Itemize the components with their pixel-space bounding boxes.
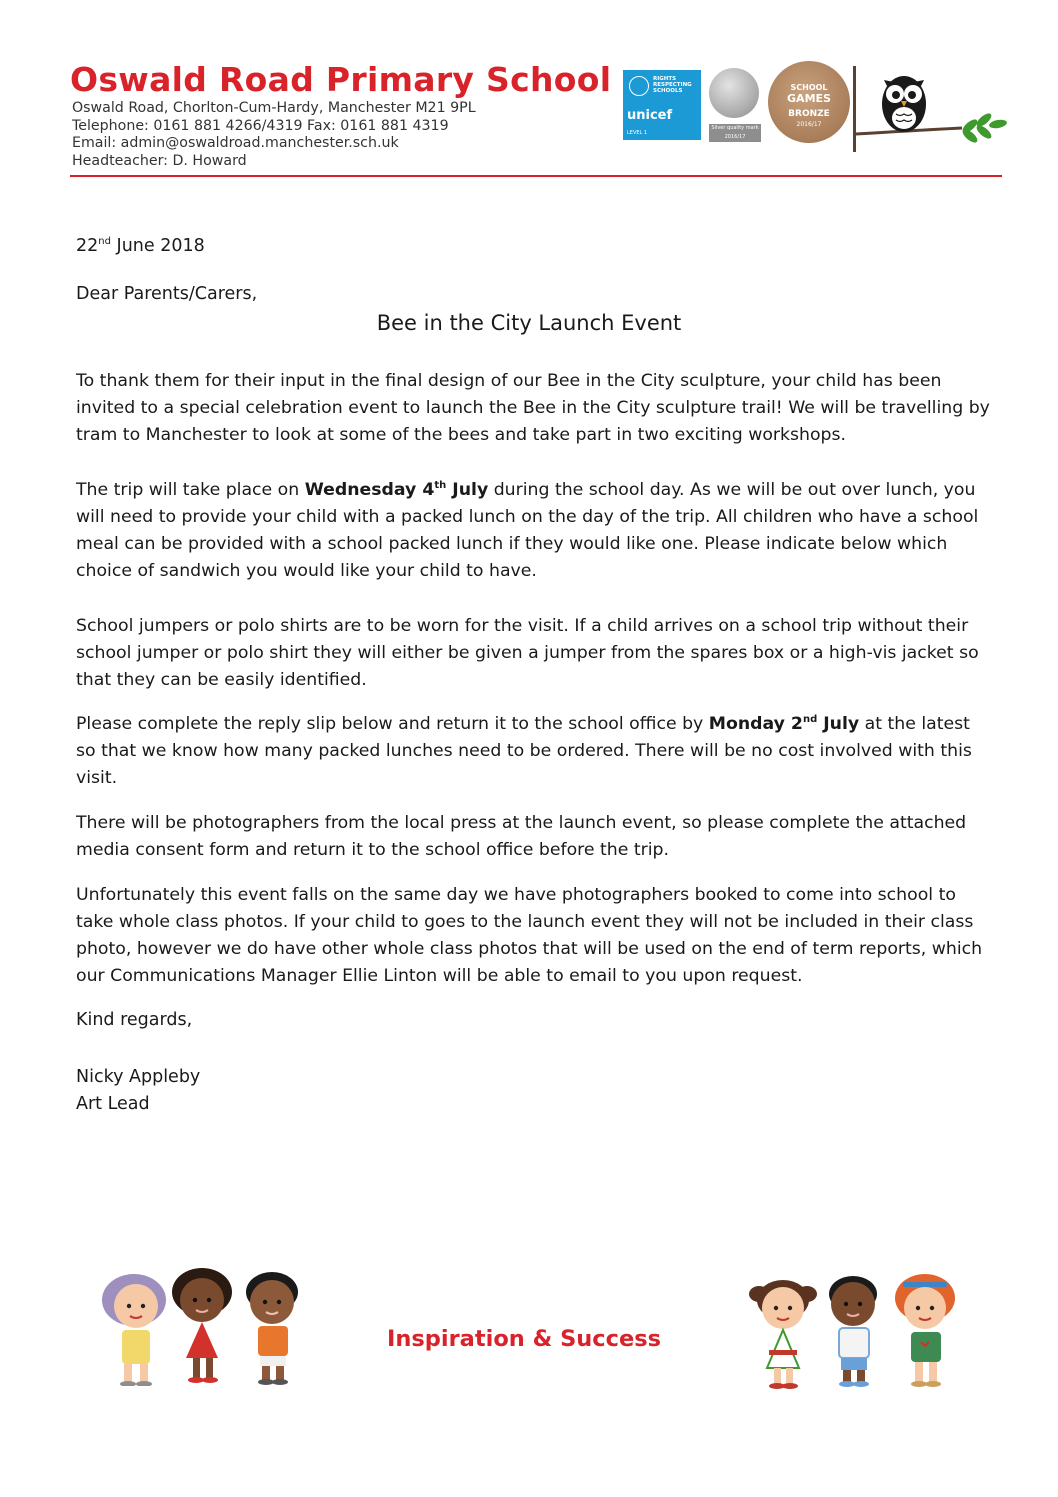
- deadline-suffix: nd: [802, 714, 818, 726]
- games-line2: GAMES: [787, 92, 831, 105]
- paragraph-trip-details: [76, 477, 991, 585]
- owl-branch-icon: [852, 64, 1008, 154]
- games-line3: BRONZE: [788, 109, 830, 119]
- telephone: Telephone: 0161 881 4266/4319 Fax: 0161 881 4319: [72, 117, 449, 134]
- unicef-name: unicef: [627, 108, 673, 123]
- trip-date-b: July: [446, 480, 489, 500]
- date-suffix: nd: [98, 236, 111, 248]
- date-day: 22: [76, 236, 99, 256]
- paragraph-intro: To thank them for their input in the final design of our Bee in the City sculpture, your child has been invited to a special celebration event to launch the Bee in the City sculpture trail! We will be travelling by tram to Manchester to look at some of the bees and take part in two exciting workshops.: [76, 371, 990, 446]
- paragraph-reply-slip: [76, 711, 991, 792]
- p4-text-b: at the latest so that we know how many packed lunches need to be ordered. There will be no cost involved with this visit.: [76, 714, 972, 789]
- p4-text-a: Please complete the reply slip below and return it to the school office by: [76, 714, 709, 734]
- school-name: Oswald Road Primary School: [70, 60, 612, 99]
- globe-icon: [629, 76, 649, 96]
- paragraph-class-photos: Unfortunately this event falls on the same day we have photographers booked to come into school to take whole class photos. If your child to goes to the launch event they will not be included in their class photo, however we do have other whole class photos that will be used on the end of term reports, which our Communications Manager Ellie Linton will be able to email to you upon request.: [76, 885, 983, 987]
- trip-date: [305, 480, 489, 500]
- school-games-bronze-logo: [768, 61, 850, 143]
- signature-block: [76, 1064, 200, 1118]
- children-illustration-right: [747, 1266, 963, 1390]
- unicef-rights-respecting-logo: [623, 70, 701, 140]
- header-divider: [70, 175, 1002, 177]
- games-line4: 2016/17: [796, 121, 822, 128]
- p2-text-a: The trip will take place on: [76, 480, 305, 500]
- deadline-b: July: [817, 714, 860, 734]
- p2-text-b: during the school day. As we will be out over lunch, you will need to provide your child with a packed lunch on the day of the trip. All children who have a school meal can be provided with a school packed lunch if they would like one. Please indicate below which choice of sandwich you would like your child to have.: [76, 480, 979, 582]
- silver-quality-mark-logo: [709, 68, 761, 146]
- date-rest: June 2018: [110, 236, 205, 256]
- games-line1: SCHOOL: [790, 83, 828, 92]
- letter-title: Bee in the City Launch Event: [376, 311, 682, 335]
- reply-deadline: [709, 714, 859, 734]
- silver-disc-icon: [709, 68, 759, 118]
- sign-off: Kind regards,: [76, 1010, 193, 1030]
- unicef-top-text: RIGHTS RESPECTING SCHOOLS: [653, 76, 692, 94]
- unicef-level: LEVEL 1: [627, 130, 648, 136]
- trip-date-suffix: th: [434, 480, 447, 492]
- letter-date: [76, 236, 205, 256]
- children-illustration-left: [96, 1262, 312, 1386]
- headteacher: Headteacher: D. Howard: [72, 152, 247, 169]
- paragraph-media-consent: There will be photographers from the local press at the launch event, so please complete the attached media consent form and return it to the school office before the trip.: [76, 813, 967, 861]
- address: Oswald Road, Chorlton-Cum-Hardy, Manchester M21 9PL: [72, 100, 476, 116]
- contact-details: [72, 100, 476, 170]
- paragraph-uniform: School jumpers or polo shirts are to be worn for the visit. If a child arrives on a school trip without their school jumper or polo shirt they will either be given a jumper from the spares box or a high-vis jacket so that they can be easily identified.: [76, 616, 979, 691]
- greeting: Dear Parents/Carers,: [76, 284, 258, 304]
- signatory-name: Nicky Appleby: [76, 1067, 201, 1087]
- trip-date-a: Wednesday 4: [304, 480, 435, 500]
- silver-plate-text: Silver quality mark 2016/17: [709, 124, 761, 142]
- email: Email: admin@oswaldroad.manchester.sch.uk: [72, 135, 399, 151]
- signatory-role: Art Lead: [76, 1094, 150, 1114]
- school-motto: Inspiration & Success: [386, 1326, 662, 1352]
- deadline-a: Monday 2: [708, 714, 803, 734]
